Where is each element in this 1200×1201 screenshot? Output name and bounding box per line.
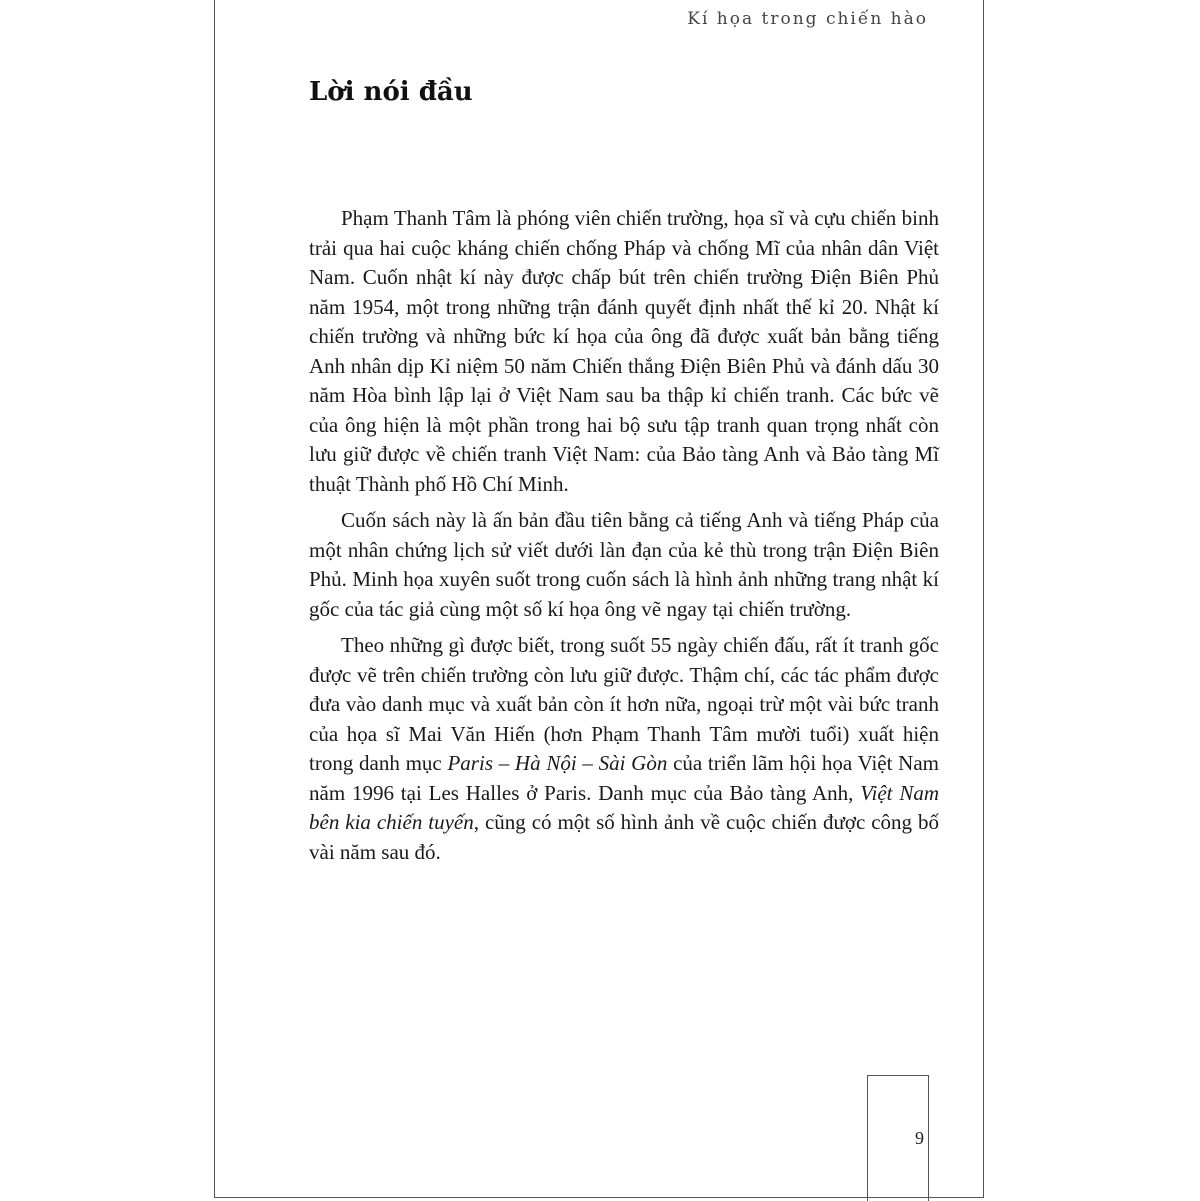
page-number: 9 [915,1128,924,1148]
body-text [309,204,939,874]
book-page [214,0,984,1198]
paragraph-3 [309,631,939,867]
museum-catalog-title-italic: Việt Nam bên kia chiến tuyến [309,780,939,834]
paragraph-3-text-a: Theo những gì được biết, trong suốt 55 ngày chiến đấu, rất ít tranh gốc được vẽ trên chiến trường còn lưu giữ được. Thậm chí, các tác phẩm được đưa vào danh mục và xuất bản còn ít hơn nữa, ngoại trừ một vài bức tranh của họa sĩ Mai Văn Hiến (hơn Phạm Thanh Tâm mười tuổi) xuất hiện trong danh mục [309,633,939,775]
paragraph-3-text-c: , cũng có một số hình ảnh về cuộc chiến được công bố vài năm sau đó. [309,810,939,864]
page-number-tab [867,1075,929,1201]
chapter-title: Lời nói đầu [309,77,473,107]
paragraph-2: Cuốn sách này là ấn bản đầu tiên bằng cả tiếng Anh và tiếng Pháp của một nhân chứng lịch sử viết dưới làn đạn của kẻ thù trong trận Điện Biên Phủ. Minh họa xuyên suốt trong cuốn sách là hình ảnh những trang nhật kí gốc của tác giả cùng một số kí họa ông vẽ ngay tại chiến trường. [309,508,939,621]
paragraph-1: Phạm Thanh Tâm là phóng viên chiến trường, họa sĩ và cựu chiến binh trải qua hai cuộc kháng chiến chống Pháp và chống Mĩ của nhân dân Việt Nam. Cuốn nhật kí này được chấp bút trên chiến trường Điện Biên Phủ năm 1954, một trong những trận đánh quyết định nhất thế kỉ 20. Nhật kí chiến trường và những bức kí họa của ông đã được xuất bản bằng tiếng Anh nhân dịp Kỉ niệm 50 năm Chiến thắng Điện Biên Phủ và đánh dấu 30 năm Hòa bình lập lại ở Việt Nam sau ba thập kỉ chiến tranh. Các bức vẽ của ông hiện là một phần trong hai bộ sưu tập tranh quan trọng nhất còn lưu giữ được về chiến tranh Việt Nam: của Bảo tàng Anh và Bảo tàng Mĩ thuật Thành phố Hồ Chí Minh. [309,206,939,496]
paragraph-3-text-b: của triển lãm hội họa Việt Nam năm 1996 tại Les Halles ở Paris. Danh mục của Bảo tàng Anh, [309,751,940,805]
running-header: Kí họa trong chiến hào [687,9,928,29]
catalog-title-italic: Paris – Hà Nội – Sài Gòn [447,751,668,775]
